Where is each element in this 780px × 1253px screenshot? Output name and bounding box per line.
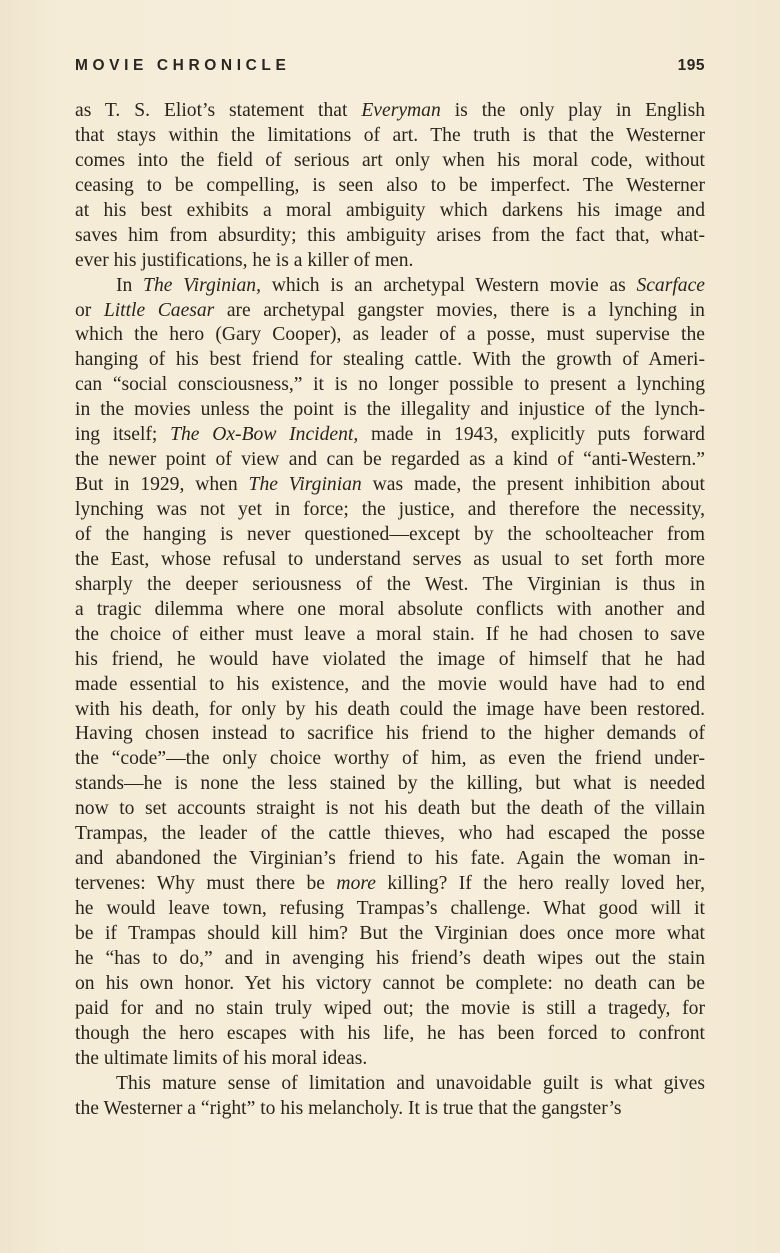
text-line <box>75 398 705 423</box>
text-run: But in 1929, when <box>75 474 249 496</box>
text-line <box>75 149 705 174</box>
text-run: which the hero (Gary Cooper), as leader of a posse, must supervise the <box>75 324 705 346</box>
text-run: the “code”—the only choice worthy of him, as even the friend under- <box>75 748 705 770</box>
text-run: ever his justifications, he is a killer of men. <box>75 249 414 271</box>
running-title: MOVIE CHRONICLE <box>75 57 291 74</box>
text-line <box>75 648 705 673</box>
text-line <box>75 1072 705 1097</box>
text-run: now to set accounts straight is not his death but the death of the villain <box>75 798 705 820</box>
text-run: Trampas, the leader of the cattle thieves, who had escaped the posse <box>75 823 705 845</box>
text-line <box>75 772 705 797</box>
text-line <box>75 972 705 997</box>
text-line <box>75 847 705 872</box>
text-line <box>75 722 705 747</box>
text-line <box>75 174 705 199</box>
text-line <box>75 224 705 249</box>
text-line <box>75 747 705 772</box>
text-line <box>75 498 705 523</box>
text-run: though the hero escapes with his life, he has been forced to confront <box>75 1022 705 1044</box>
text-run: as T. S. Eliot’s statement that <box>75 100 362 121</box>
text-run: he would leave town, refusing Trampas’s challenge. What good will it <box>75 898 705 919</box>
text-line <box>75 698 705 723</box>
italic-title: The Virginian, <box>143 274 261 296</box>
text-line <box>75 373 705 398</box>
text-line <box>75 598 705 623</box>
text-line <box>75 1047 705 1072</box>
text-run: that stays within the limitations of art. The truth is that the Westerner <box>75 124 705 146</box>
text-line <box>75 797 705 822</box>
text-run: in the movies unless the point is the illegality and injustice of the lynch- <box>75 399 705 421</box>
text-line <box>75 473 705 498</box>
italic-title: The Virginian <box>248 474 362 496</box>
page-number: 195 <box>677 57 705 74</box>
text-run: tervenes: Why must there be <box>75 873 337 895</box>
text-line <box>75 448 705 473</box>
text-line <box>75 573 705 598</box>
text-line <box>75 323 705 348</box>
text-run: the choice of either must leave a moral stain. If he had chosen to save <box>75 623 705 645</box>
body-text <box>75 99 705 1121</box>
text-run: was made, the present inhibition about <box>361 474 705 496</box>
text-run: can “social consciousness,” it is no longer possible to present a lynching <box>75 374 705 396</box>
text-line <box>75 274 705 299</box>
text-run: be if Trampas should kill him? But the Virginian does once more what <box>75 922 705 944</box>
text-line <box>75 299 705 324</box>
text-line <box>75 124 705 149</box>
text-run: with his death, for only by his death could the image have been restored. <box>75 698 705 720</box>
text-line <box>75 922 705 947</box>
text-run: the East, whose refusal to understand serves as usual to set forth more <box>75 548 705 570</box>
text-run: a tragic dilemma where one moral absolute conflicts with another and <box>75 598 705 620</box>
text-line <box>75 897 705 922</box>
text-line <box>75 673 705 698</box>
text-run: the Westerner a “right” to his melancholy. It is true that the gangster’s <box>75 1097 622 1119</box>
text-line <box>75 348 705 373</box>
text-run: on his own honor. Yet his victory cannot be complete: no death can be <box>75 972 705 994</box>
running-header <box>75 57 705 79</box>
text-line <box>75 548 705 573</box>
text-run: stands—he is none the less stained by the killing, but what is needed <box>75 773 705 795</box>
text-run: at his best exhibits a moral ambiguity which darkens his image and <box>75 199 705 221</box>
text-run: lynching was not yet in force; the justice, and therefore the necessity, <box>75 499 705 520</box>
text-run: sharply the deeper seriousness of the West. The Virginian is thus in <box>75 573 705 595</box>
text-run: Having chosen instead to sacrifice his friend to the higher demands of <box>75 723 705 745</box>
text-run: This mature sense of limitation and unavoidable guilt is what gives <box>116 1072 705 1094</box>
text-run: of the hanging is never questioned—except by the schoolteacher from <box>75 523 705 545</box>
text-run: or <box>75 299 104 321</box>
text-run: and abandoned the Virginian’s friend to his fate. Again the woman in- <box>75 848 705 870</box>
text-line <box>75 249 705 274</box>
text-line <box>75 997 705 1022</box>
text-line <box>75 1097 705 1122</box>
italic-title: Little Caesar <box>103 299 215 321</box>
italic-title: Scarface <box>636 274 705 296</box>
text-line <box>75 623 705 648</box>
italic-title: The Ox-Bow Incident, <box>170 424 359 446</box>
text-line <box>75 523 705 548</box>
text-run: saves him from absurdity; this ambiguity arises from the fact that, what- <box>75 224 705 246</box>
text-run: ing itself; <box>75 424 171 446</box>
text-run: the ultimate limits of his moral ideas. <box>75 1047 368 1069</box>
text-run: his friend, he would have violated the image of himself that he had <box>75 648 705 670</box>
text-line <box>75 872 705 897</box>
text-run: made in 1943, explicitly puts forward <box>358 424 705 446</box>
text-line <box>75 99 705 124</box>
text-run: are archetypal gangster movies, there is a lynching in <box>214 299 705 321</box>
text-run: paid for and no stain truly wiped out; the movie is still a tragedy, for <box>75 997 705 1019</box>
text-run: ceasing to be compelling, is seen also to be imperfect. The Westerner <box>75 174 705 196</box>
text-run: which is an archetypal Western movie as <box>261 274 637 296</box>
text-run: In <box>116 274 144 296</box>
text-line <box>75 822 705 847</box>
text-run: made essential to his existence, and the movie would have had to end <box>75 673 705 695</box>
text-line <box>75 947 705 972</box>
text-run: comes into the field of serious art only when his moral code, without <box>75 149 705 171</box>
italic-title: Everyman <box>361 100 441 121</box>
text-run: hanging of his best friend for stealing cattle. With the growth of Ameri- <box>75 349 705 371</box>
text-run: killing? If the hero really loved her, <box>375 873 705 895</box>
text-line <box>75 1022 705 1047</box>
italic-title: more <box>336 873 376 895</box>
text-line <box>75 423 705 448</box>
text-run: is the only play in English <box>440 100 705 121</box>
text-line <box>75 199 705 224</box>
text-run: the newer point of view and can be regarded as a kind of “anti-Western.” <box>75 449 705 471</box>
text-run: he “has to do,” and in avenging his friend’s death wipes out the stain <box>75 947 705 969</box>
